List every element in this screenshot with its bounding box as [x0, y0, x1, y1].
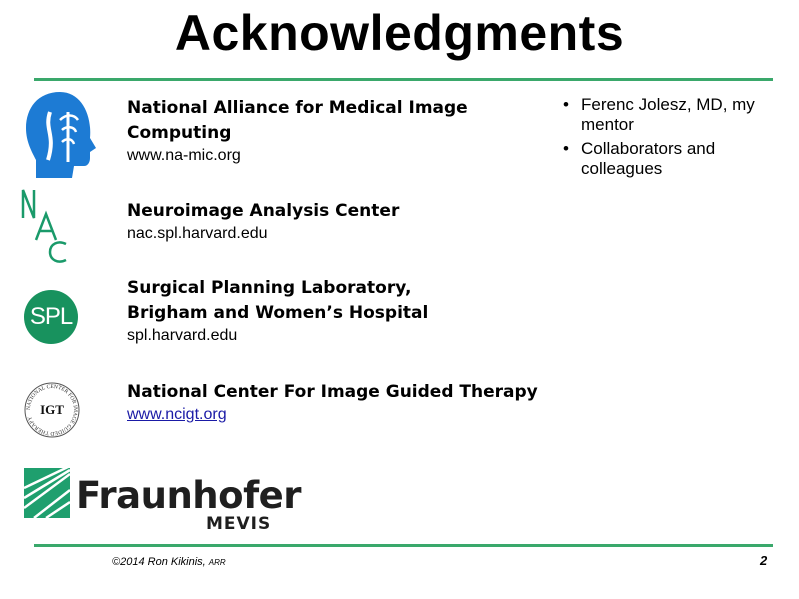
fraunhofer-mevis: MEVIS — [206, 514, 272, 534]
org-name-line: National Center For Image Guided Therapy — [127, 382, 538, 402]
svg-text:IGT: IGT — [40, 402, 64, 417]
top-divider — [34, 78, 773, 81]
page-number: 2 — [760, 553, 768, 568]
page-title: Acknowledgments — [174, 5, 625, 61]
copyright-text: ©2014 Ron Kikinis, — [112, 556, 206, 568]
namic-logo — [22, 90, 100, 180]
org-namic — [127, 96, 468, 166]
spl-logo: SPL — [24, 290, 78, 344]
org-ncigt — [127, 380, 538, 425]
igt-logo — [23, 381, 81, 439]
bottom-divider — [34, 544, 773, 547]
acknowledgment-bullets — [563, 95, 783, 183]
fraunhofer-logo-mark — [24, 468, 70, 518]
footer-copyright — [112, 556, 226, 568]
org-name-line: National Alliance for Medical Image — [127, 98, 468, 118]
ncigt-link[interactable]: www.ncigt.org — [127, 406, 227, 423]
bullet-item: • Ferenc Jolesz, MD, my mentor — [563, 95, 783, 135]
svg-text:NATIONAL CENTER FOR IMAGE GUID: NATIONAL CENTER FOR IMAGE GUIDED THERAPY — [25, 383, 79, 437]
org-nac — [127, 199, 399, 244]
org-name-line: Computing — [127, 123, 232, 143]
fraunhofer-wordmark: Fraunhofer — [76, 474, 302, 517]
org-name-line: Neuroimage Analysis Center — [127, 201, 400, 221]
bullet-item: • Collaborators and colleagues — [563, 139, 783, 179]
org-name-line: Surgical Planning Laboratory, — [127, 278, 412, 298]
org-url: nac.spl.harvard.edu — [127, 225, 268, 242]
org-url: www.na-mic.org — [127, 147, 241, 164]
nac-logo — [20, 186, 70, 266]
rights-text: ARR — [208, 558, 226, 567]
org-spl — [127, 276, 428, 346]
org-url: spl.harvard.edu — [127, 327, 238, 344]
org-name-line: Brigham and Women’s Hospital — [127, 303, 429, 323]
